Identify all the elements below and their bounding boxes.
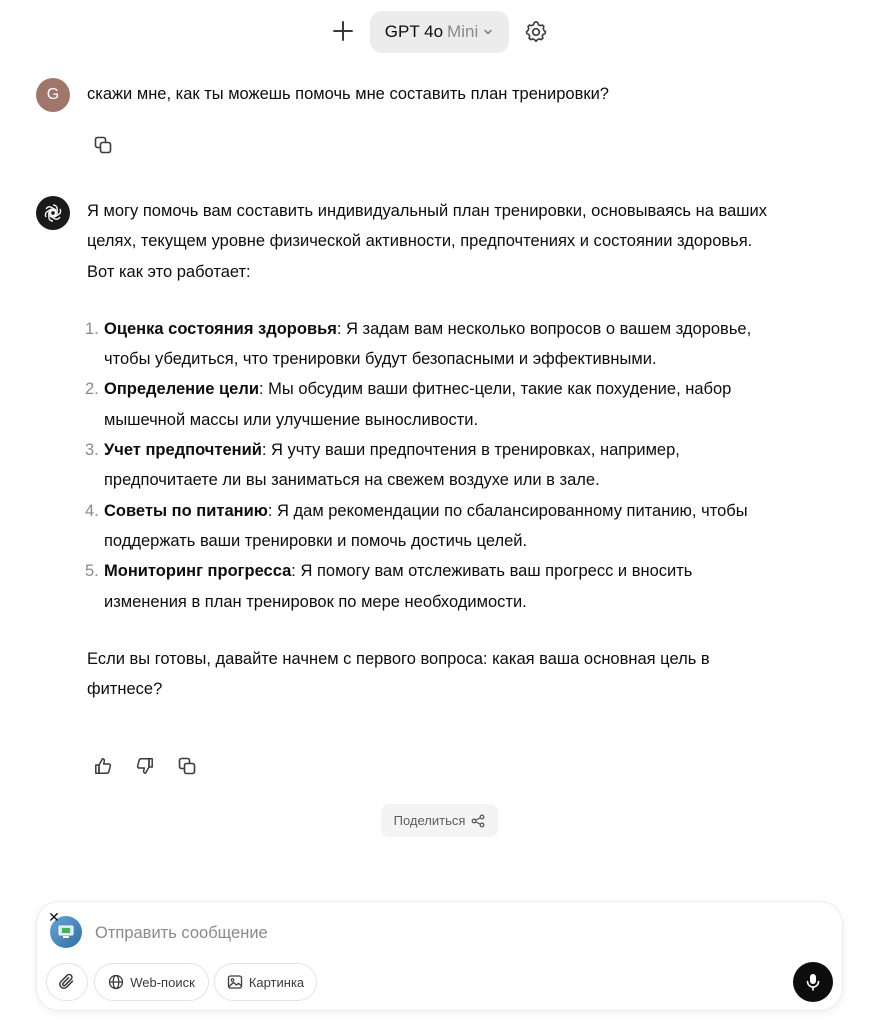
thumbs-down-button[interactable]: [132, 753, 158, 779]
model-name: GPT 4o: [384, 22, 444, 41]
user-message: скажи мне, как ты можешь помочь мне составить план тренировки?: [87, 85, 609, 103]
image-button[interactable]: [214, 963, 317, 1001]
thumbs-down-icon: [135, 756, 155, 776]
thumbs-up-button[interactable]: [90, 753, 116, 779]
copy-icon: [93, 135, 113, 155]
attach-button[interactable]: [46, 963, 88, 1001]
message-input[interactable]: [95, 920, 775, 946]
assistant-list: [87, 314, 777, 617]
list-item-title: Учет предпочтений: [104, 441, 262, 460]
image-label: Картинка: [248, 974, 305, 990]
computer-thumbnail-icon: [57, 923, 75, 941]
copy-icon: [177, 756, 197, 776]
list-item: [87, 496, 777, 557]
thumbs-up-icon: [93, 756, 113, 776]
microphone-icon: [803, 972, 823, 992]
user-avatar-letter: G: [46, 86, 60, 103]
list-item-text: : Я учту ваши предпочтения в тренировках, например, предпочитаете ли вы заниматься на свежем воздухе или в зале.: [104, 441, 680, 490]
model-selector[interactable]: [370, 11, 509, 53]
list-item-title: Определение цели: [104, 380, 259, 399]
list-item-number: 4.: [85, 501, 99, 520]
assistant-avatar: [36, 196, 70, 230]
user-avatar: [36, 78, 70, 112]
list-item: [87, 556, 777, 617]
assistant-intro: Я могу помочь вам составить индивидуальный план тренировки, основываясь на ваших целях, текущем уровне физической активности, предпочтениях и состоянии здоровья. Вот как это работает:: [87, 202, 767, 281]
new-chat-button[interactable]: [328, 16, 358, 46]
copy-response-button[interactable]: [174, 753, 200, 779]
model-variant: Mini: [447, 22, 479, 41]
list-item-text: : Я дам рекомендации по сбалансированному питанию, чтобы поддержать ваши тренировки и помочь достичь целей.: [104, 501, 748, 550]
list-item-number: 5.: [85, 562, 99, 581]
openai-logo-icon: [42, 202, 64, 224]
plus-icon: [332, 20, 354, 42]
list-item-number: 3.: [85, 441, 99, 460]
list-item: [87, 314, 777, 375]
list-item: [87, 435, 777, 496]
share-button[interactable]: [381, 804, 498, 837]
remove-attachment-button[interactable]: ✕: [48, 908, 60, 925]
list-item-text: : Я задам вам несколько вопросов о вашем здоровье, чтобы убедиться, что тренировки будут безопасными и эффективными.: [104, 319, 752, 369]
list-item-title: Мониторинг прогресса: [104, 562, 292, 581]
voice-input-button[interactable]: [793, 962, 833, 1002]
list-item-title: Советы по питанию: [104, 501, 268, 520]
list-item-text: : Мы обсудим ваши фитнес-цели, такие как похудение, набор мышечной массы или улучшение выносливости.: [104, 380, 732, 429]
chevron-down-icon: [482, 26, 494, 38]
web-search-label: Web-поиск: [130, 974, 195, 990]
image-icon: [227, 974, 243, 990]
share-label: Поделиться: [393, 813, 466, 828]
list-item-number: 1.: [85, 319, 99, 338]
assistant-message: [87, 196, 777, 704]
share-icon: [471, 814, 485, 828]
gear-icon: [524, 20, 548, 44]
list-item-number: 2.: [85, 380, 99, 399]
settings-button[interactable]: [521, 17, 551, 47]
web-search-button[interactable]: [94, 963, 209, 1001]
globe-icon: [108, 974, 124, 990]
list-item-title: Оценка состояния здоровья: [104, 319, 337, 338]
assistant-outro: Если вы готовы, давайте начнем с первого вопроса: какая ваша основная цель в фитнесе?: [87, 649, 710, 699]
list-item-text: : Я помогу вам отслеживать ваш прогресс и вносить изменения в план тренировок по мере необходимости.: [104, 562, 693, 611]
paperclip-icon: [58, 973, 76, 991]
list-item: [87, 374, 777, 435]
copy-user-message-button[interactable]: [90, 132, 116, 158]
